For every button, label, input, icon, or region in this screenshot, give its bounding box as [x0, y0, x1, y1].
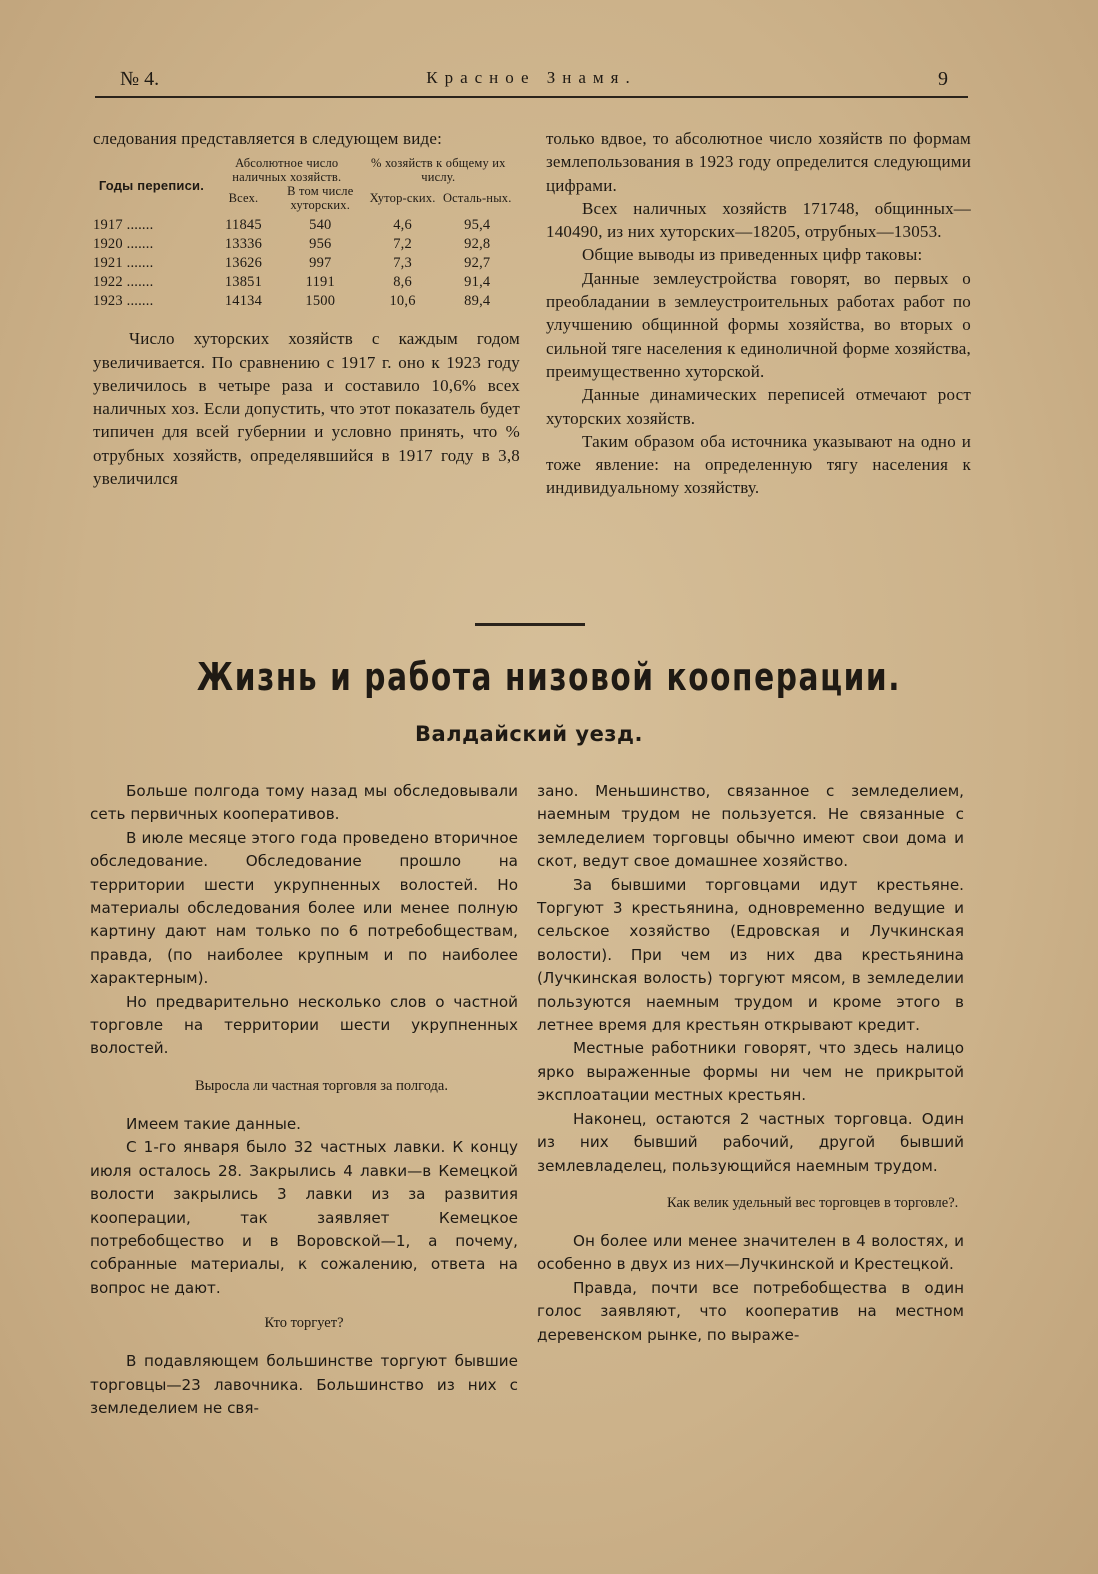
paragraph: Местные работники говорят, что здесь налицо ярко выраженные формы ни чем не прикрытой эксплоатации местных крестьян. — [537, 1039, 964, 1105]
cell-all: 13626 — [224, 255, 263, 272]
cell-khut-pct: 7,2 — [393, 236, 412, 253]
upper-left-column — [93, 127, 520, 490]
upper-right-column — [546, 127, 971, 500]
cell-all: 13336 — [224, 236, 263, 253]
cell-year: 1922 ....... — [93, 274, 154, 291]
paragraph: Но предварительно несколько слов о частной торговле на территории шести укрупненных волостей. — [90, 992, 518, 1058]
paragraph: Данные землеустройства говорят, во первых о преобладании в землеустроительных работах работ по улучшению общинной формы хозяйства, во вторых о сильной тяге населения к единоличной форме хозяйства, преимущественно хуторской. — [546, 268, 971, 381]
cell-all: 14134 — [224, 293, 263, 310]
col-header-incl: В том числе хуторских. — [287, 184, 354, 213]
table-row — [93, 273, 513, 292]
intro-text: следования представляется в следующем виде: — [93, 129, 443, 148]
paragraph: Число хуторских хозяйств с каждым годом увеличивается. По сравнению с 1917 г. оно к 1923 году увеличилось в четыре раза и составило 10,6% всех наличных хоз. Если допустить, что этот показатель будет типичен для всей губернии и условно принять, что % отрубных хозяйств, определявшийся в 1917 году в 3,8 увеличился — [93, 329, 520, 489]
cell-rest-pct: 92,7 — [464, 255, 491, 272]
cell-year: 1923 ....... — [93, 293, 154, 310]
cell-khut-count: 997 — [309, 255, 332, 272]
paragraph: За бывшими торговцами идут крестьяне. Торгуют 3 крестьянина, одновременно ведущие и сельское хозяйство (Едровская и Лучкинская волости). При чем из них два крестьянина (Лучкинская волость) торгуют мясом, в земледелии пользуются наемным трудом и кроме этого в летнее время для крестьян открывают кредит. — [537, 875, 964, 1035]
cell-khut-count: 1500 — [305, 293, 336, 310]
table-row — [93, 216, 513, 235]
col-header-years: Годы переписи. — [98, 178, 205, 194]
cell-rest-pct: 95,4 — [464, 217, 491, 234]
cell-khut-count: 540 — [309, 217, 332, 234]
cell-year: 1920 ....... — [93, 236, 154, 253]
paragraph: Данные динамических переписей отмечают рост хуторских хозяйств. — [546, 385, 971, 428]
paragraph: Наконец, остаются 2 частных торговца. Один из них бывший рабочий, другой бывший землевладелец, пользующийся наемным трудом. — [537, 1109, 964, 1175]
cell-year: 1917 ....... — [93, 217, 154, 234]
issue-number: № 4. — [120, 68, 160, 90]
cell-khut-pct: 10,6 — [389, 293, 416, 310]
paragraph: Он более или менее значителен в 4 волостях, и особенно в двух из них—Лучкинской и Крестецкой. — [537, 1231, 964, 1274]
paragraph: В июле месяце этого года проведено вторичное обследование. Обследование прошло на территории шести укрупненных волостей. Но материалы обследования более или менее полную картину дают нам только по 6 потребобществам, правда, (по наиболее крупным и по наиболее характерным). — [90, 828, 518, 988]
paragraph: Больше полгода тому назад мы обследовывали сеть первичных кооперативов. — [90, 782, 518, 824]
paragraph: Правда, почти все потребобщества в один голос заявляют, что кооператив на местном деревенском рынке, по выраже- — [537, 1278, 964, 1344]
section-subheading: Кто торгует? — [264, 1315, 344, 1332]
page-header — [95, 68, 968, 94]
lower-right-column — [537, 780, 964, 1347]
newspaper-title: Красное Знамя. — [426, 68, 637, 87]
table-row — [93, 254, 513, 273]
section-divider — [475, 623, 585, 626]
table-row — [93, 235, 513, 254]
cell-khut-count: 956 — [309, 236, 332, 253]
col-header-all: Всех. — [228, 191, 259, 206]
header-rule — [95, 96, 968, 98]
paragraph: В подавляющем большинстве торгуют бывшие торговцы—23 лавочника. Большинство из них с земледелием не свя- — [90, 1352, 518, 1417]
cell-rest-pct: 91,4 — [464, 274, 491, 291]
col-header-pct: % хозяйств к общему их числу. — [371, 156, 506, 185]
cell-khut-count: 1191 — [305, 274, 335, 291]
census-table — [93, 156, 513, 311]
paragraph: Имеем такие данные. — [126, 1114, 301, 1133]
cell-khut-pct: 8,6 — [393, 274, 412, 291]
article-title: Жизнь и работа низовой кооперации. — [196, 655, 902, 699]
paragraph: Всех наличных хозяйств 171748, общинных—140490, из них хуторских—18205, отрубных—13053. — [546, 198, 971, 242]
table-row — [93, 292, 513, 311]
col-header-khut: Хутор-ских. — [369, 191, 436, 206]
col-header-rest: Осталь-ных. — [442, 191, 512, 206]
paragraph: только вдвое, то абсолютное число хозяйств по формам землепользования в 1923 году определится следующими цифрами. — [546, 129, 971, 195]
paragraph: Общие выводы из приведенных цифр таковы: — [582, 245, 923, 265]
paragraph: С 1-го января было 32 частных лавки. К концу июля осталось 28. Закрылись 4 лавки—в Кемецкой волости закрылись 3 лавки из за развития кооперации, так заявляет Кемецкое потребобщество и в Воровской—1, а почему, собранные материалы, к сожалению, ответа на вопрос не дают. — [90, 1138, 518, 1297]
cell-khut-pct: 7,3 — [393, 255, 412, 272]
cell-rest-pct: 92,8 — [464, 236, 491, 253]
paragraph: Таким образом оба источника указывают на одно и тоже явление: на определенную тягу населения к индивидуальному хозяйству. — [546, 431, 971, 498]
article-subtitle: Валдайский уезд. — [415, 722, 643, 746]
cell-all: 13851 — [224, 274, 263, 291]
page-number: 9 — [938, 68, 948, 90]
lower-left-column — [90, 780, 518, 1420]
cell-year: 1921 ....... — [93, 255, 154, 272]
section-subheading: Выросла ли частная торговля за полгода. — [195, 1077, 448, 1094]
cell-all: 11845 — [225, 217, 262, 234]
section-subheading: Как велик удельный вес торговцев в торговле?. — [667, 1194, 959, 1211]
cell-khut-pct: 4,6 — [393, 217, 412, 234]
col-header-abs: Абсолютное число наличных хозяйств. — [232, 156, 342, 185]
cell-rest-pct: 89,4 — [464, 293, 491, 310]
paragraph: зано. Меньшинство, связанное с земледелием, наемным трудом не пользуется. Не связанные с земледелием торговцы обычно имеют свои дома и скот, ведут свое домашнее хозяйство. — [537, 782, 964, 871]
